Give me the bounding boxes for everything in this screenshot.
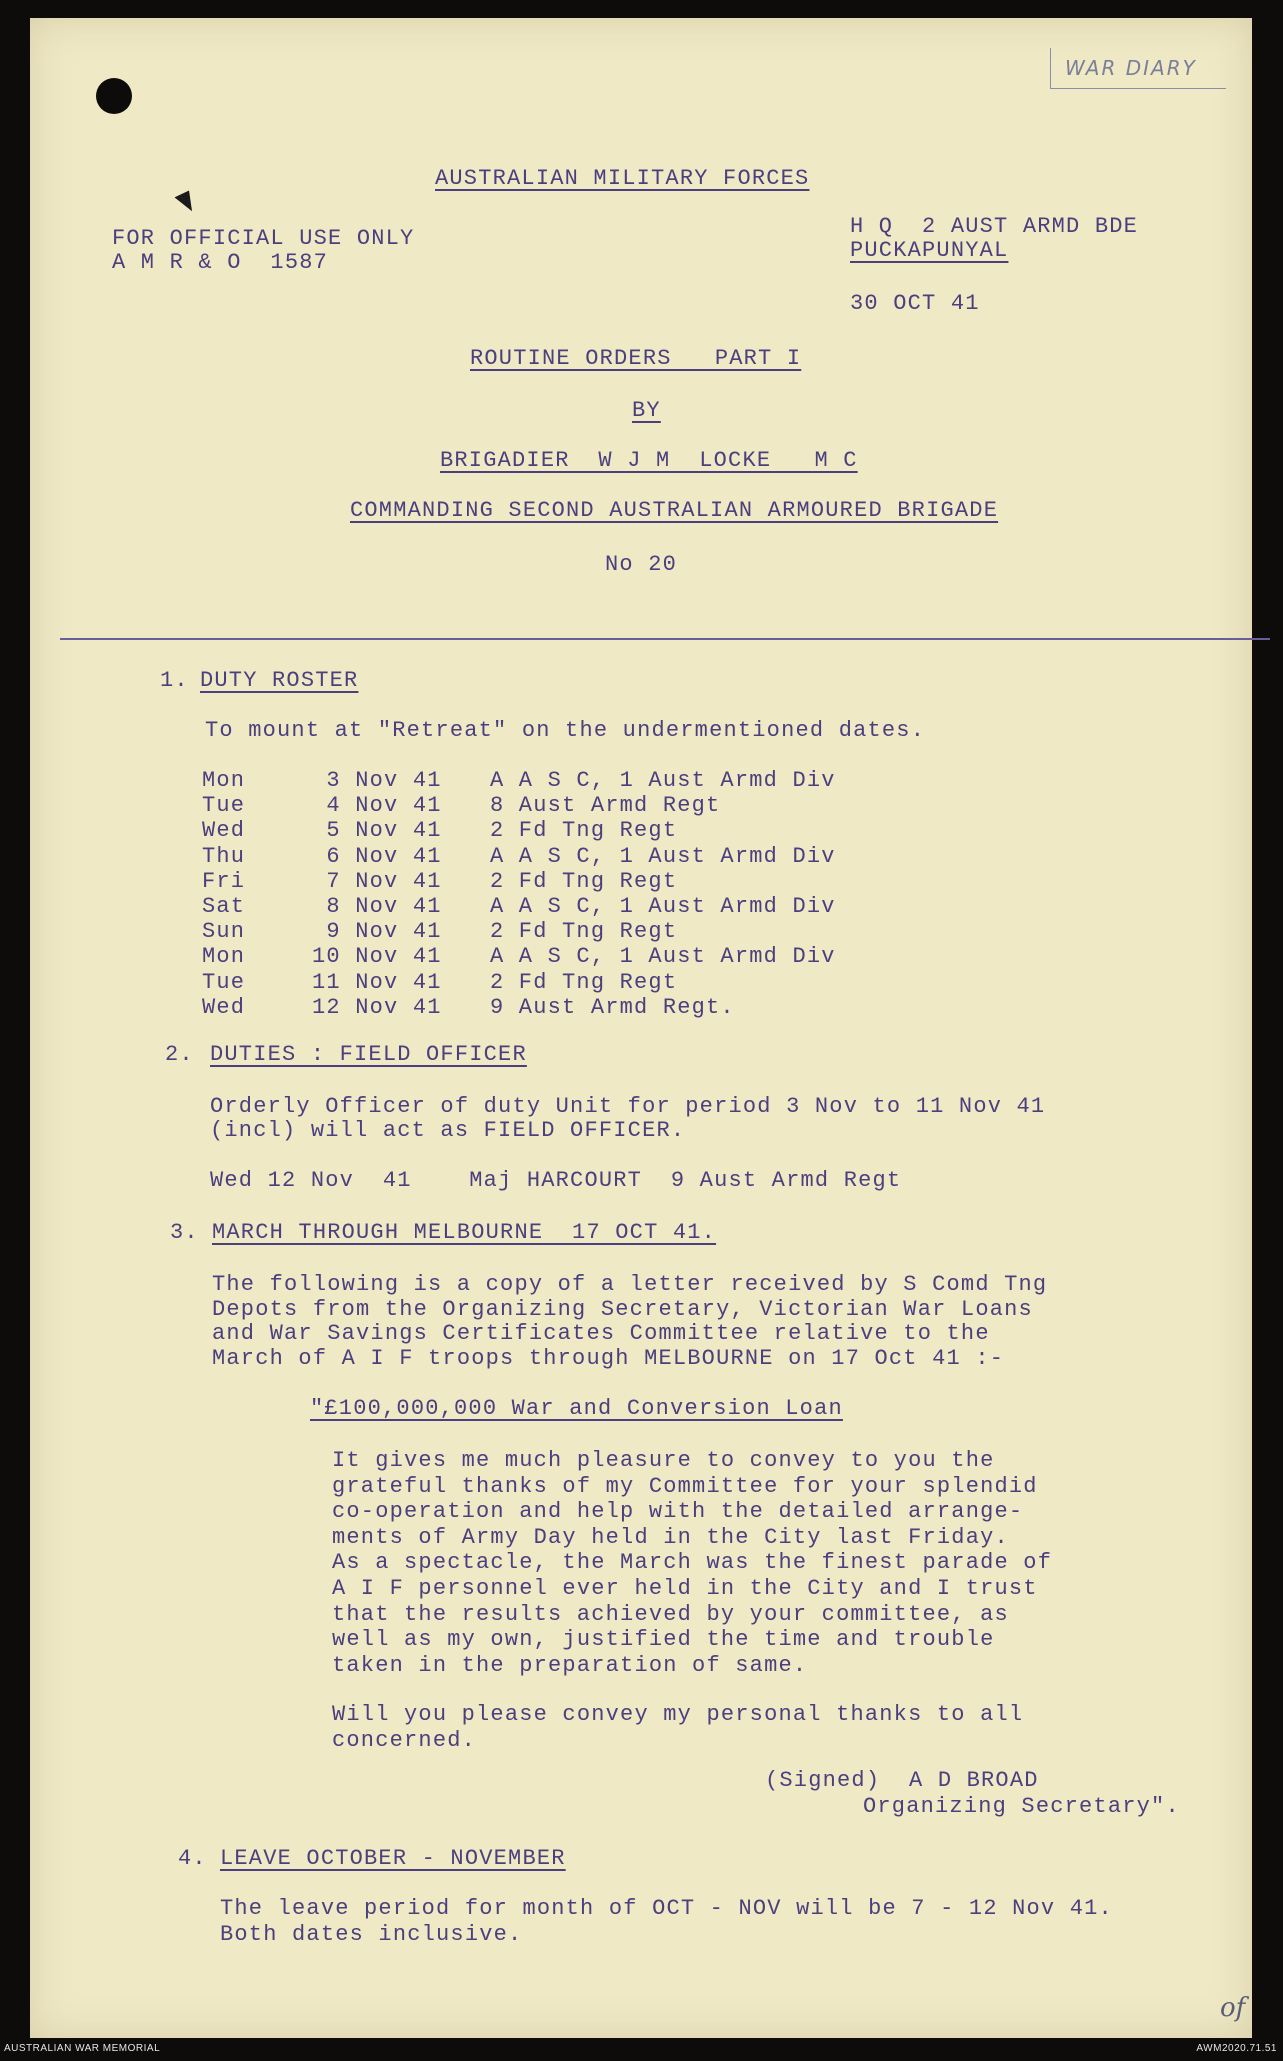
order-number: No 20 [605, 552, 678, 577]
brigadier-heading: BRIGADIER W J M LOCKE M C [440, 448, 858, 473]
roster-day: Wed [202, 994, 246, 1020]
pen-mark [175, 191, 198, 216]
roster-unit: 2 Fd Tng Regt [490, 969, 678, 995]
roster-date: 9 Nov 41 [312, 919, 442, 945]
roster-date: 3 Nov 41 [312, 768, 442, 793]
roster-date: 12 Nov 41 [312, 994, 442, 1020]
roster-unit: 2 Fd Tng Regt [490, 868, 678, 894]
roster-day: Sat [202, 894, 246, 919]
section3-title: MARCH THROUGH MELBOURNE 17 OCT 41. [212, 1220, 717, 1245]
letter-line: taken in the preparation of same. [332, 1652, 808, 1678]
roster-day: Fri [202, 868, 246, 894]
letter-line: It gives me much pleasure to convey to you the [332, 1448, 995, 1473]
roster-unit: A A S C, 1 Aust Armd Div [490, 944, 836, 970]
routine-orders-heading: ROUTINE ORDERS PART I [470, 346, 802, 371]
divider-line [60, 638, 1270, 640]
roster-unit: A A S C, 1 Aust Armd Div [490, 843, 836, 869]
roster-unit: 2 Fd Tng Regt [490, 919, 678, 945]
section2-number: 2. [165, 1042, 194, 1067]
handwritten-initials: of [1220, 1993, 1246, 2023]
roster-day: Tue [202, 969, 246, 995]
letter-line: well as my own, justified the time and trouble [332, 1627, 995, 1653]
footer-source: AUSTRALIAN WAR MEMORIAL [4, 2043, 161, 2054]
roster-date: 7 Nov 41 [312, 868, 442, 894]
paragraph-line: The following is a copy of a letter received by S Comd Tng [212, 1272, 1048, 1297]
roster-date: 10 Nov 41 [312, 944, 442, 970]
location-line: PUCKAPUNYAL [850, 238, 1009, 263]
section1-title: DUTY ROSTER [200, 668, 359, 693]
footer-reference: AWM2020.71.51 [1196, 2043, 1277, 2054]
handwritten-label: WAR DIARY [1065, 56, 1197, 80]
by-heading: BY [632, 398, 661, 423]
roster-day: Tue [202, 793, 246, 819]
amro-number: A M R & O 1587 [112, 250, 329, 275]
paragraph-line: March of A I F troops through MELBOURNE on 17 Oct 41 :- [212, 1345, 1005, 1371]
roster-date: 5 Nov 41 [312, 818, 442, 844]
section4-line1: The leave period for month of OCT - NOV will be 7 - 12 Nov 41. [220, 1896, 1113, 1921]
section4-title: LEAVE OCTOBER - NOVEMBER [220, 1846, 566, 1871]
section4-number: 4. [178, 1846, 207, 1871]
roster-day: Mon [202, 944, 246, 970]
roster-date: 4 Nov 41 [312, 793, 442, 819]
signed-line: (Signed) A D BROAD [765, 1768, 1039, 1793]
section2-title: DUTIES : FIELD OFFICER [210, 1042, 527, 1067]
letter-line: ments of Army Day held in the City last Friday. [332, 1524, 1009, 1550]
roster-date: 8 Nov 41 [312, 894, 442, 919]
letter-line: A I F personnel ever held in the City and I trust [332, 1576, 1038, 1601]
document-page [30, 18, 1252, 2038]
roster-day: Mon [202, 768, 246, 793]
roster-unit: 9 Aust Armd Regt. [490, 994, 735, 1020]
section2-entry: Wed 12 Nov 41 Maj HARCOURT 9 Aust Armd Regt [210, 1168, 902, 1193]
commanding-heading: COMMANDING SECOND AUSTRALIAN ARMOURED BRIGADE [350, 498, 999, 523]
order-date: 30 OCT 41 [850, 291, 980, 316]
section1-intro: To mount at "Retreat" on the undermentioned dates. [205, 718, 926, 743]
letter-line: As a spectacle, the March was the finest parade of [332, 1550, 1053, 1576]
signer-title: Organizing Secretary". [863, 1794, 1180, 1819]
roster-date: 6 Nov 41 [312, 843, 442, 869]
section4-line2: Both dates inclusive. [220, 1922, 523, 1947]
roster-date: 11 Nov 41 [312, 969, 442, 995]
roster-unit: A A S C, 1 Aust Armd Div [490, 768, 836, 793]
section3-number: 3. [170, 1220, 199, 1245]
roster-unit: 2 Fd Tng Regt [490, 818, 678, 844]
official-use-line: FOR OFFICIAL USE ONLY [112, 226, 415, 251]
paragraph-line: and War Savings Certificates Committee relative to the [212, 1321, 990, 1346]
doc-title: AUSTRALIAN MILITARY FORCES [435, 166, 810, 191]
letter-line: concerned. [332, 1727, 477, 1753]
roster-day: Thu [202, 843, 246, 869]
roster-unit: A A S C, 1 Aust Armd Div [490, 894, 836, 919]
section1-number: 1. [160, 668, 189, 693]
letter-line: grateful thanks of my Committee for your splendid [332, 1473, 1038, 1499]
letter-title: "£100,000,000 War and Conversion Loan [310, 1396, 843, 1421]
roster-day: Sun [202, 919, 246, 945]
roster-day: Wed [202, 818, 246, 844]
roster-unit: 8 Aust Armd Regt [490, 793, 721, 819]
section2-line1: Orderly Officer of duty Unit for period 3 Nov to 11 Nov 41 [210, 1094, 1046, 1119]
punch-hole [96, 78, 132, 114]
paragraph-line: Depots from the Organizing Secretary, Victorian War Loans [212, 1296, 1033, 1322]
letter-line: Will you please convey my personal thanks to all [332, 1702, 1024, 1727]
hq-line: H Q 2 AUST ARMD BDE [850, 214, 1139, 239]
letter-line: co-operation and help with the detailed arrange- [332, 1499, 1024, 1525]
section2-line2: (incl) will act as FIELD OFFICER. [210, 1118, 686, 1143]
letter-line: that the results achieved by your committee, as [332, 1601, 1009, 1627]
